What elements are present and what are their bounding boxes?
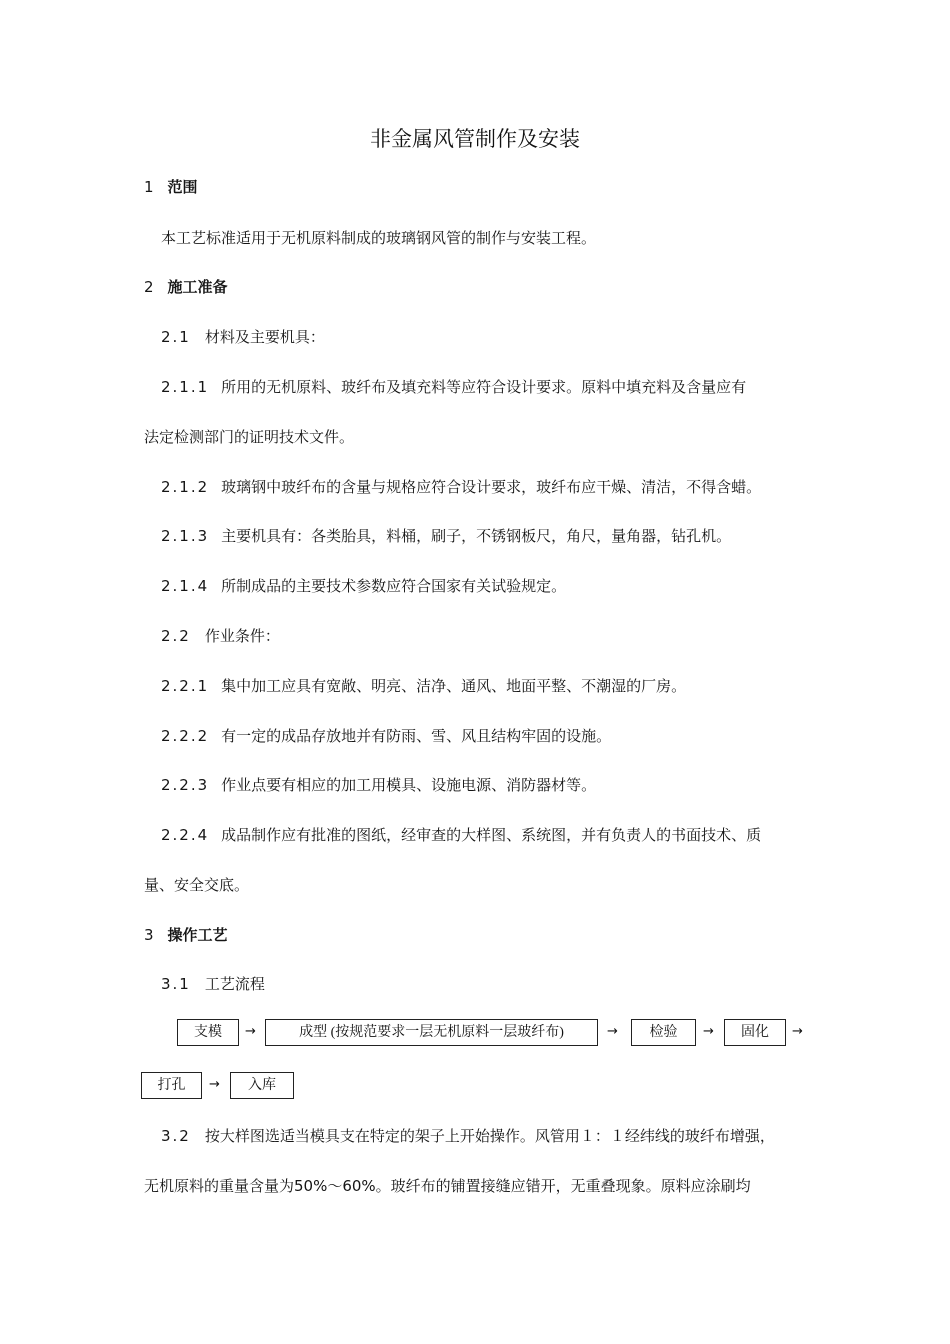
clause-number: 2.1.4 — [161, 577, 210, 595]
paragraph-3-1 — [161, 974, 265, 994]
section-heading-1 — [144, 177, 198, 197]
section-number: 2 — [144, 278, 154, 296]
flow-step-formwork: 支模 — [177, 1019, 239, 1046]
clause-text: 按大样图选适当模具支在特定的架子上开始操作。风管用１：１经纬线的玻纤布增强， — [204, 1127, 775, 1145]
paragraph-2-1 — [161, 327, 325, 347]
clause-text: 成品制作应有批准的图纸，经审查的大样图、系统图，并有负责人的书面技术、质 — [221, 826, 762, 844]
section-title: 操作工艺 — [167, 926, 228, 944]
section-heading-2 — [144, 277, 228, 297]
flow-arrow-icon: → — [607, 1024, 618, 1039]
clause-text: 玻璃钢中玻纤布的含量与规格应符合设计要求，玻纤布应干燥、清洁，不得含蜡。 — [221, 478, 762, 496]
clause-number: 2.1 — [161, 328, 191, 346]
clause-text: 集中加工应具有宽敞、明亮、洁净、通风、地面平整、不潮湿的厂房。 — [221, 677, 687, 695]
paragraph-2-1-1-continued: 法定检测部门的证明技术文件。 — [144, 428, 355, 446]
scope-paragraph: 本工艺标准适用于无机原料制成的玻璃钢风管的制作与安装工程。 — [161, 229, 597, 247]
section-number: 1 — [144, 178, 154, 196]
section-title: 范围 — [167, 178, 198, 196]
paragraph-2-2 — [161, 626, 280, 646]
clause-text: 作业条件： — [204, 627, 280, 645]
paragraph-2-2-1 — [161, 676, 686, 696]
section-number: 3 — [144, 926, 154, 944]
paragraph-3-2 — [161, 1126, 775, 1146]
section-title: 施工准备 — [167, 278, 228, 296]
flow-arrow-icon: → — [792, 1024, 803, 1039]
clause-text: 工艺流程 — [204, 975, 265, 993]
clause-number: 2.1.1 — [161, 378, 210, 396]
clause-number: 2.2 — [161, 627, 191, 645]
flow-arrow-icon: → — [209, 1077, 220, 1092]
clause-text: 主要机具有：各类胎具，料桶，刷子，不锈钢板尺，角尺，量角器，钻孔机。 — [221, 527, 732, 545]
flow-step-inspection: 检验 — [631, 1019, 696, 1046]
clause-text: 所用的无机原料、玻纤布及填充料等应符合设计要求。原料中填充料及含量应有 — [221, 378, 747, 396]
paragraph-2-2-4-continued: 量、安全交底。 — [144, 876, 250, 894]
clause-number: 2.2.4 — [161, 826, 210, 844]
clause-number: 3.1 — [161, 975, 191, 993]
clause-number: 3.2 — [161, 1127, 191, 1145]
flow-step-forming: 成型 (按规范要求一层无机原料一层玻纤布) — [265, 1019, 598, 1046]
clause-text: 作业点要有相应的加工用模具、设施电源、消防器材等。 — [221, 776, 597, 794]
flow-arrow-icon: → — [245, 1024, 256, 1039]
flow-step-curing: 固化 — [724, 1019, 786, 1046]
clause-number: 2.2.1 — [161, 677, 210, 695]
clause-text: 材料及主要机具： — [204, 328, 325, 346]
flow-step-storage: 入库 — [230, 1072, 294, 1099]
section-heading-3 — [144, 925, 228, 945]
clause-number: 2.2.2 — [161, 727, 210, 745]
paragraph-2-2-4 — [161, 825, 761, 845]
flow-step-drilling: 打孔 — [141, 1072, 202, 1099]
clause-number: 2.2.3 — [161, 776, 210, 794]
document-title: 非金属风管制作及安装 — [370, 127, 580, 151]
paragraph-2-2-2 — [161, 726, 611, 746]
clause-number: 2.1.3 — [161, 527, 210, 545]
paragraph-2-1-1 — [161, 377, 746, 397]
paragraph-2-1-2 — [161, 477, 761, 497]
paragraph-2-1-4 — [161, 576, 566, 596]
paragraph-2-2-3 — [161, 775, 596, 795]
clause-text: 有一定的成品存放地并有防雨、雪、风且结构牢固的设施。 — [221, 727, 612, 745]
flow-arrow-icon: → — [703, 1024, 714, 1039]
paragraph-2-1-3 — [161, 526, 731, 546]
clause-number: 2.1.2 — [161, 478, 210, 496]
paragraph-3-2-continued: 无机原料的重量含量为50%～60%。玻纤布的铺置接缝应错开，无重叠现象。原料应涂刷均 — [144, 1177, 751, 1195]
clause-text: 所制成品的主要技术参数应符合国家有关试验规定。 — [221, 577, 567, 595]
